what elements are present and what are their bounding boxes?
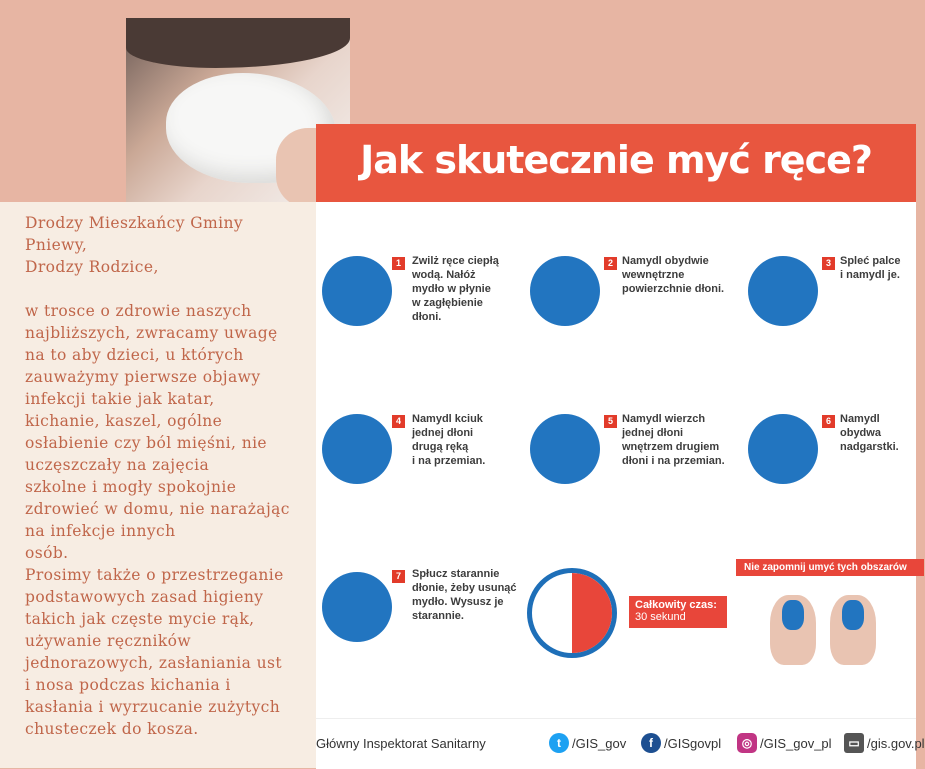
step-7-number: 7 [392,570,405,583]
areas-title: Nie zapomnij umyć tych obszarów [736,559,924,576]
monitor-icon: ▭ [844,733,864,753]
step-1-number: 1 [392,257,405,270]
timer-fill [572,573,612,653]
step-7-text: Spłucz starannie dłonie, żeby usunąć mydło. Wysusz je starannie. [412,568,517,622]
step-6-number: 6 [822,415,835,428]
total-time-badge [629,596,727,628]
poster-banner [316,124,916,202]
step-2-number: 2 [604,257,617,270]
footer-instagram[interactable]: /GIS_gov_pl [760,736,832,751]
letter-text: Drodzy Mieszkańcy Gminy Pniewy, Drodzy Rodzice, w trosce o zdrowie naszych najbliższych, zwracamy uwagę na to aby dzieci, u których zauważymy pierwsze objawy infekcji takie jak katar, kichanie, kaszel, ogólne osłabienie czy ból mięśni, nie uczęszczały na zajęcia szkolne i mogły spokojnie zdrowieć w domu, nie narażając na infekcje innych osób. Prosimy także o przestrzeganie podstawowych zasad higieny takich jak częste mycie rąk, używanie ręczników jednorazowych, zasłaniania ust i nosa podczas kichania i kasłania i wyrzucanie zużytych chusteczek do kosza. [25,214,290,738]
total-time-label: Całkowity czas: [635,599,717,611]
instagram-icon: ◎ [737,733,757,753]
step-4-text: Namydl kciuk jednej dłoni drugą ręką i na przemian. [412,413,486,467]
facebook-icon: f [641,733,661,753]
step-5-text: Namydl wierzch jednej dłoni wnętrzem drugiem dłoni i na przemian. [622,413,725,467]
total-time-value: 30 sekund [635,611,686,623]
step-6-illustration [748,414,818,484]
step-5-illustration [530,414,600,484]
poster-title: Jak skutecznie myć ręce? [360,138,872,182]
timer-icon [527,568,617,658]
footer-facebook[interactable]: /GISgovpl [664,736,722,751]
step-3-text: Spleć palce i namydl je. [840,255,901,281]
step-5-number: 5 [604,415,617,428]
footer-twitter[interactable]: /GIS_gov [572,736,627,751]
hair-shape [126,18,350,68]
footer-web[interactable]: /gis.gov.pl [867,736,925,751]
step-3-illustration [748,256,818,326]
footer-org: Główny Inspektorat Sanitarny [316,736,486,751]
step-2-illustration [530,256,600,326]
poster-body [316,202,916,768]
poster-footer [316,718,925,769]
step-6-text: Namydl obydwa nadgarstki. [840,413,899,453]
step-4-illustration [322,414,392,484]
step-1-text: Zwilż ręce ciepłą wodą. Nałóż mydło w płynie w zagłębienie dłoni. [412,255,499,323]
step-7-illustration [322,572,392,642]
hands-areas-illustration [770,585,880,665]
step-1-illustration [322,256,392,326]
step-2-text: Namydl obydwie wewnętrzne powierzchnie dłoni. [622,255,725,295]
step-3-number: 3 [822,257,835,270]
twitter-icon: t [549,733,569,753]
step-4-number: 4 [392,415,405,428]
